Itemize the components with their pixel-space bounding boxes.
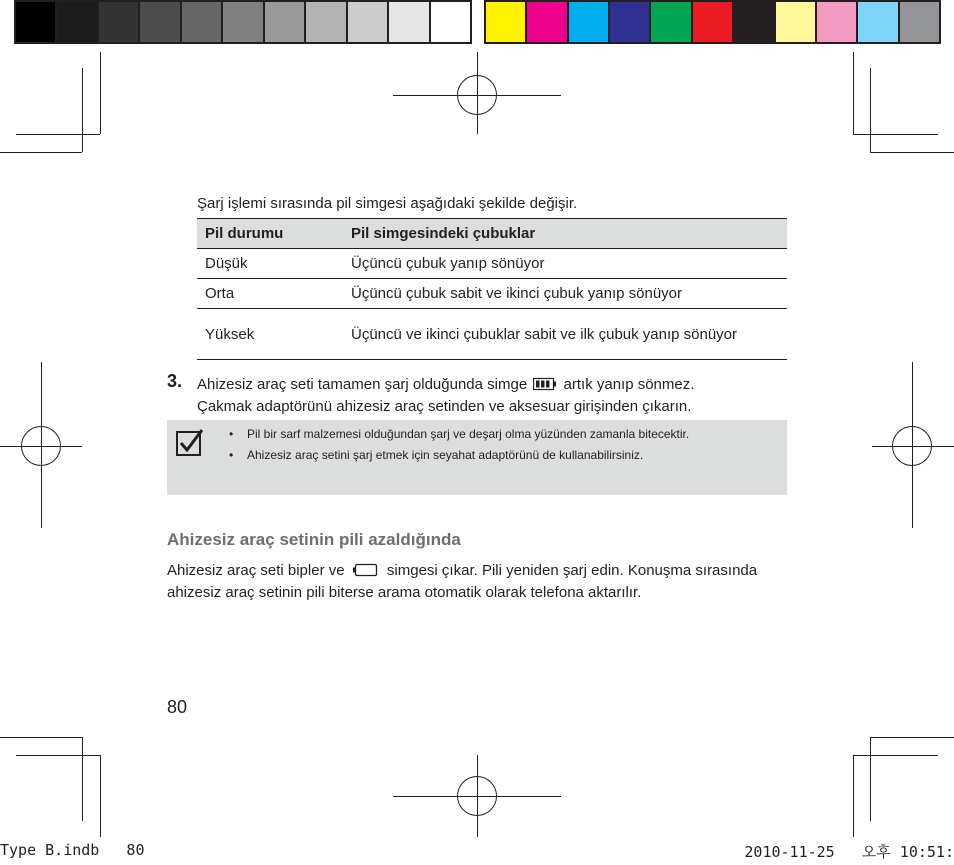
page-number: 80 <box>167 697 188 717</box>
step-text-part: Ahizesiz araç seti tamamen şarj olduğunda simge <box>197 376 528 393</box>
color-swatch <box>486 2 527 42</box>
full-battery-icon <box>533 377 557 391</box>
color-swatch <box>265 2 306 42</box>
paragraph-text: Ahizesiz araç seti bipler ve <box>167 562 345 579</box>
color-swatch <box>651 2 692 42</box>
battery-status-table <box>197 218 787 360</box>
slug-right: 2010-11-25 오후 10:51: <box>744 843 954 861</box>
crop-mark <box>0 737 82 738</box>
crop-mark <box>100 52 101 134</box>
crop-mark <box>16 134 100 135</box>
grayscale-bar <box>14 0 472 44</box>
color-swatch <box>57 2 98 42</box>
color-swatch <box>610 2 651 42</box>
color-swatch <box>182 2 223 42</box>
crop-mark <box>82 737 83 821</box>
step-text-line: Çakmak adaptörünü ahizesiz araç setinden ve aksesuar girişinden çıkarın. <box>197 398 692 415</box>
intro-text: Şarj işlemi sırasında pil simgesi aşağıdaki şekilde değişir. <box>197 195 578 212</box>
crop-mark <box>870 737 954 738</box>
paragraph-text: simgesi çıkar. Pili yeniden şarj edin. Konuşma sırasında ahizesiz araç setinin pili biterse arama otomatik olarak telefona aktarılır. <box>167 562 758 601</box>
crop-mark <box>853 52 854 134</box>
step-number: 3. <box>167 371 183 391</box>
step-text <box>197 374 797 418</box>
slug-left: Type B.indb 80 <box>0 841 145 859</box>
crop-mark <box>16 755 100 756</box>
crop-mark <box>870 152 954 153</box>
table-row <box>197 279 787 309</box>
table-header: Pil durumu <box>197 219 343 249</box>
color-swatch <box>389 2 430 42</box>
table-row <box>197 309 787 360</box>
list-item: • Pil bir sarf malzemesi olduğundan şarj ve deşarj olma yüzünden zamanla bitecektir. <box>229 426 729 443</box>
crop-mark <box>870 68 871 152</box>
color-swatch <box>306 2 347 42</box>
note-list <box>229 426 729 468</box>
registration-circle <box>21 426 61 466</box>
crop-mark <box>853 134 938 135</box>
step-text-part: artık yanıp sönmez. <box>563 376 695 393</box>
color-swatch <box>99 2 140 42</box>
color-swatch <box>140 2 181 42</box>
section-paragraph <box>167 560 797 604</box>
note-box <box>167 420 787 495</box>
color-swatch <box>858 2 899 42</box>
registration-circle <box>457 75 497 115</box>
table-cell: Üçüncü çubuk yanıp sönüyor <box>343 249 787 279</box>
table-row <box>197 249 787 279</box>
registration-circle <box>892 426 932 466</box>
crop-mark <box>853 755 854 837</box>
table-cell: Orta <box>197 279 343 309</box>
color-swatch <box>16 2 57 42</box>
color-swatch <box>431 2 470 42</box>
color-bar <box>484 0 941 44</box>
crop-mark <box>82 68 83 152</box>
table-cell: Düşük <box>197 249 343 279</box>
color-swatch <box>776 2 817 42</box>
color-swatch <box>817 2 858 42</box>
table-cell: Üçüncü ve ikinci çubuklar sabit ve ilk çubuk yanıp sönüyor <box>343 309 787 360</box>
table-cell: Yüksek <box>197 309 343 360</box>
color-swatch <box>900 2 939 42</box>
table-cell: Üçüncü çubuk sabit ve ikinci çubuk yanıp sönüyor <box>343 279 787 309</box>
empty-battery-icon <box>353 563 379 577</box>
color-swatch <box>734 2 775 42</box>
crop-mark <box>0 152 82 153</box>
crop-mark <box>100 755 101 837</box>
list-item: • Ahizesiz araç setini şarj etmek için seyahat adaptörünü de kullanabilirsiniz. <box>229 447 729 464</box>
checkbox-note-icon <box>176 429 204 457</box>
color-swatch <box>527 2 568 42</box>
table-header: Pil simgesindeki çubuklar <box>343 219 787 249</box>
registration-circle <box>457 776 497 816</box>
crop-mark <box>853 755 938 756</box>
crop-mark <box>870 737 871 821</box>
color-swatch <box>693 2 734 42</box>
section-heading: Ahizesiz araç setinin pili azaldığında <box>167 530 461 549</box>
color-swatch <box>348 2 389 42</box>
color-swatch <box>569 2 610 42</box>
color-swatch <box>223 2 264 42</box>
table-header-row <box>197 219 787 249</box>
